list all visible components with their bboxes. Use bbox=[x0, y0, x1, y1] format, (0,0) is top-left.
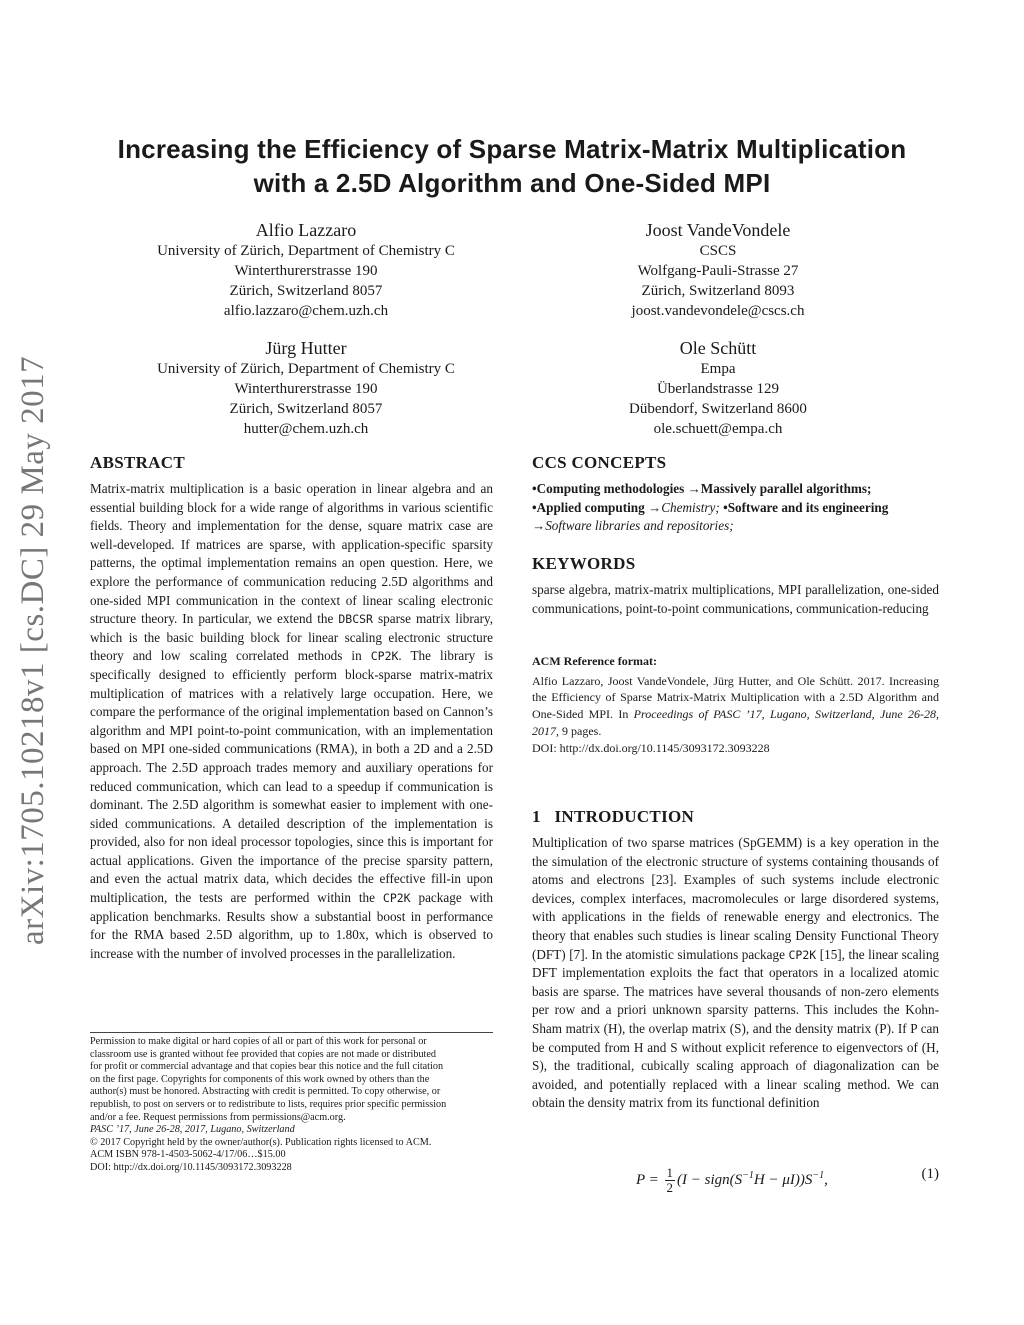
paper-title bbox=[60, 132, 964, 200]
copyright-line: © 2017 Copyright held by the owner/author(s). Publication rights licensed to ACM. bbox=[90, 1136, 432, 1148]
code-cp2k: CP2K bbox=[788, 947, 817, 962]
introduction-section bbox=[532, 806, 939, 1113]
permission-notice bbox=[90, 1036, 493, 1175]
abstract-text: Matrix-matrix multiplication is a basic operation in linear algebra and an essential building block for a wide range of algorithms in various scientific fields. Theory and implementation for the dense, square matrix case are well-developed. If matrices are sparse, with application-specific sparsity patterns, the optimal implementation remains an open question. Here, we explore the performance of communication reducing 2.5D algorithms and one-sided MPI communication in the context of linear scaling electronic structure theory. In particular, we extend the DBCSR sparse matrix library, which is the basic building block for linear scaling electronic structure theory and low scaling correlated methods in CP2K. The library is specifically designed to efficiently perform block-sparse matrix-matrix multiplication of matrices with a relatively large occupation. Here, we compare the performance of the original implementation based on Cannon’s algorithm and MPI point-to-point communication, with an implementation based on MPI one-sided communications (RMA), in both a 2D and a 2.5D approach. The 2.5D approach trades memory and auxiliary operations for reduced communication, which can lead to a speedup if communication is dominant. The 2.5D algorithm is somewhat easier to implement with one-sided communications. A detailed description of the implementation is provided, also for non ideal processor topologies, since this is important for actual applications. Given the importance of the precise sparsity pattern, and even the actual matrix data, which decides the effective fill-in upon multiplication, the tests are performed within the CP2K package with application benchmarks. Results show a substantial boost in performance for the RMA based 2.5D algorithm, up to 1.80x, which is observed to increase with the number of involved processes in the parallelization. bbox=[90, 481, 494, 961]
author-email[interactable]: ole.schuett@empa.ch bbox=[653, 421, 783, 437]
code-cp2k: CP2K bbox=[370, 649, 399, 664]
permission-line: author(s) must be honored. Abstracting with credit is permitted. To copy otherwise, or bbox=[90, 1086, 441, 1098]
title-line-2: with a 2.5D Algorithm and One-Sided MPI bbox=[253, 168, 771, 198]
ccs-concepts: •Computing methodologies →Massively parallel algorithms; •Applied computing →Chemistry; •Software and its engineering →Software libraries and repositories; bbox=[532, 481, 889, 534]
author-name: Joost VandeVondele bbox=[645, 220, 791, 240]
abstract-section bbox=[90, 452, 493, 963]
equation-number: (1) bbox=[921, 1166, 939, 1182]
conference-line: PASC ’17, June 26-28, 2017, Lugano, Switzerland bbox=[90, 1124, 295, 1136]
author-name: Jürg Hutter bbox=[265, 338, 347, 358]
equation-1 bbox=[532, 1160, 939, 1200]
keywords-heading: KEYWORDS bbox=[532, 554, 636, 573]
permission-line: on the first page. Copyrights for components of this work owned by others than the bbox=[90, 1073, 430, 1085]
ccs-heading: CCS CONCEPTS bbox=[532, 453, 667, 472]
code-dbcsr: DBCSR bbox=[338, 612, 373, 627]
author-block-schuett bbox=[532, 337, 904, 439]
permission-line: and/or a fee. Request permissions from permissions@acm.org. bbox=[90, 1111, 346, 1123]
isbn-line: ACM ISBN 978-1-4503-5062-4/17/06…$15.00 bbox=[90, 1149, 286, 1161]
introduction-heading: 1 INTRODUCTION bbox=[532, 807, 695, 826]
author-city: Zürich, Switzerland 8057 bbox=[229, 283, 383, 299]
author-street: Winterthurerstrasse 190 bbox=[234, 381, 378, 397]
acm-reference-section bbox=[532, 652, 939, 757]
acm-reference-doi[interactable]: DOI: http://dx.doi.org/10.1145/3093172.3093228 bbox=[532, 740, 770, 755]
doi-line[interactable]: DOI: http://dx.doi.org/10.1145/3093172.3093228 bbox=[90, 1161, 292, 1173]
permission-line: for profit or commercial advantage and that copies bear this notice and the full citation bbox=[90, 1061, 444, 1073]
fraction-one-half: $\frac{1}{2}$ bbox=[666, 1165, 674, 1195]
author-block-hutter bbox=[120, 337, 492, 439]
footnote-divider bbox=[90, 1032, 493, 1033]
abstract-heading: ABSTRACT bbox=[90, 453, 185, 472]
permission-line: Permission to make digital or hard copies of all or part of this work for personal or bbox=[90, 1036, 427, 1047]
permission-line: republish, to post on servers or to redistribute to lists, requires prior specific permission bbox=[90, 1098, 447, 1110]
author-city: Zürich, Switzerland 8093 bbox=[641, 283, 795, 299]
keywords-text: sparse algebra, matrix-matrix multiplications, MPI parallelization, one-sided communications, point-to-point communications, communication-reducing bbox=[532, 582, 939, 616]
equation-body: P = $\frac{1}{2}$ $(I - sign(S^{-1}H - \mu I))S^{-1}$, bbox=[636, 1165, 828, 1195]
author-affiliation: University of Zürich, Department of Chemistry C bbox=[157, 243, 455, 259]
author-name: Ole Schütt bbox=[679, 338, 757, 358]
ccs-section bbox=[532, 452, 939, 536]
introduction-text: Multiplication of two sparse matrices (SpGEMM) is a key operation in the the simulation of the electronic structure of systems containing thousands of atoms and electrons [23]. Examples of such systems include electronic devices, complex interfaces, macromolecules or large disordered systems, with applications in the fields of renewable energy and electronics. The theory that enables such studies is linear scaling Density Functional Theory (DFT) [7]. In the atomistic simulations package CP2K [15], the linear scaling DFT implementation exploits the fact that operators in a localized atomic basis are sparse. The matrices have several thousands of non-zero elements per row and a priori unknown sparsity patterns. This includes the Kohn-Sham matrix (H), the overlap matrix (S), and the density matrix (P). If P can be computed from H and S without explicit reference to eigenvectors of (H, S), the traditional, cubically scaling approach of diagonalization can be avoided, and potentially replaced with a linear scaling method. We can obtain the density matrix from its functional definition bbox=[532, 835, 940, 1111]
author-email[interactable]: hutter@chem.uzh.ch bbox=[243, 421, 369, 437]
author-street: Winterthurerstrasse 190 bbox=[234, 263, 378, 279]
acm-reference-heading: ACM Reference format: bbox=[532, 654, 658, 668]
author-affiliation: Empa bbox=[700, 361, 736, 377]
arxiv-identifier[interactable]: arXiv:1705.10218v1 [cs.DC] 29 May 2017 bbox=[15, 355, 51, 945]
acm-reference-text: Alfio Lazzaro, Joost VandeVondele, Jürg Hutter, and Ole Schütt. 2017. Increasing the Efficiency of Sparse Matrix-Matrix Multiplication with a 2.5D Algorithm and One-Sided MPI. In Proceedings of PASC ’17, Lugano, Switzerland, June 26-28, 2017, 9 pages. DOI: http://dx.doi.org/10.1145/3093172.3093228 bbox=[532, 673, 939, 755]
author-email[interactable]: joost.vandevondele@cscs.ch bbox=[631, 303, 805, 319]
author-street: Wolfgang-Pauli-Strasse 27 bbox=[637, 263, 799, 279]
author-block-vandevondele bbox=[532, 219, 904, 321]
author-name: Alfio Lazzaro bbox=[255, 220, 357, 240]
title-line-1: Increasing the Efficiency of Sparse Matrix-Matrix Multiplication bbox=[117, 134, 907, 164]
author-city: Dübendorf, Switzerland 8600 bbox=[629, 401, 807, 417]
author-city: Zürich, Switzerland 8057 bbox=[229, 401, 383, 417]
keywords-section bbox=[532, 553, 939, 618]
author-block-lazzaro bbox=[120, 219, 492, 321]
author-affiliation: CSCS bbox=[699, 243, 737, 259]
code-cp2k: CP2K bbox=[382, 891, 411, 906]
permission-line: classroom use is granted without fee provided that copies are not made or distributed bbox=[90, 1048, 436, 1060]
author-email[interactable]: alfio.lazzaro@chem.uzh.ch bbox=[223, 303, 389, 319]
author-affiliation: University of Zürich, Department of Chemistry C bbox=[157, 361, 455, 377]
author-street: Überlandstrasse 129 bbox=[656, 381, 780, 397]
